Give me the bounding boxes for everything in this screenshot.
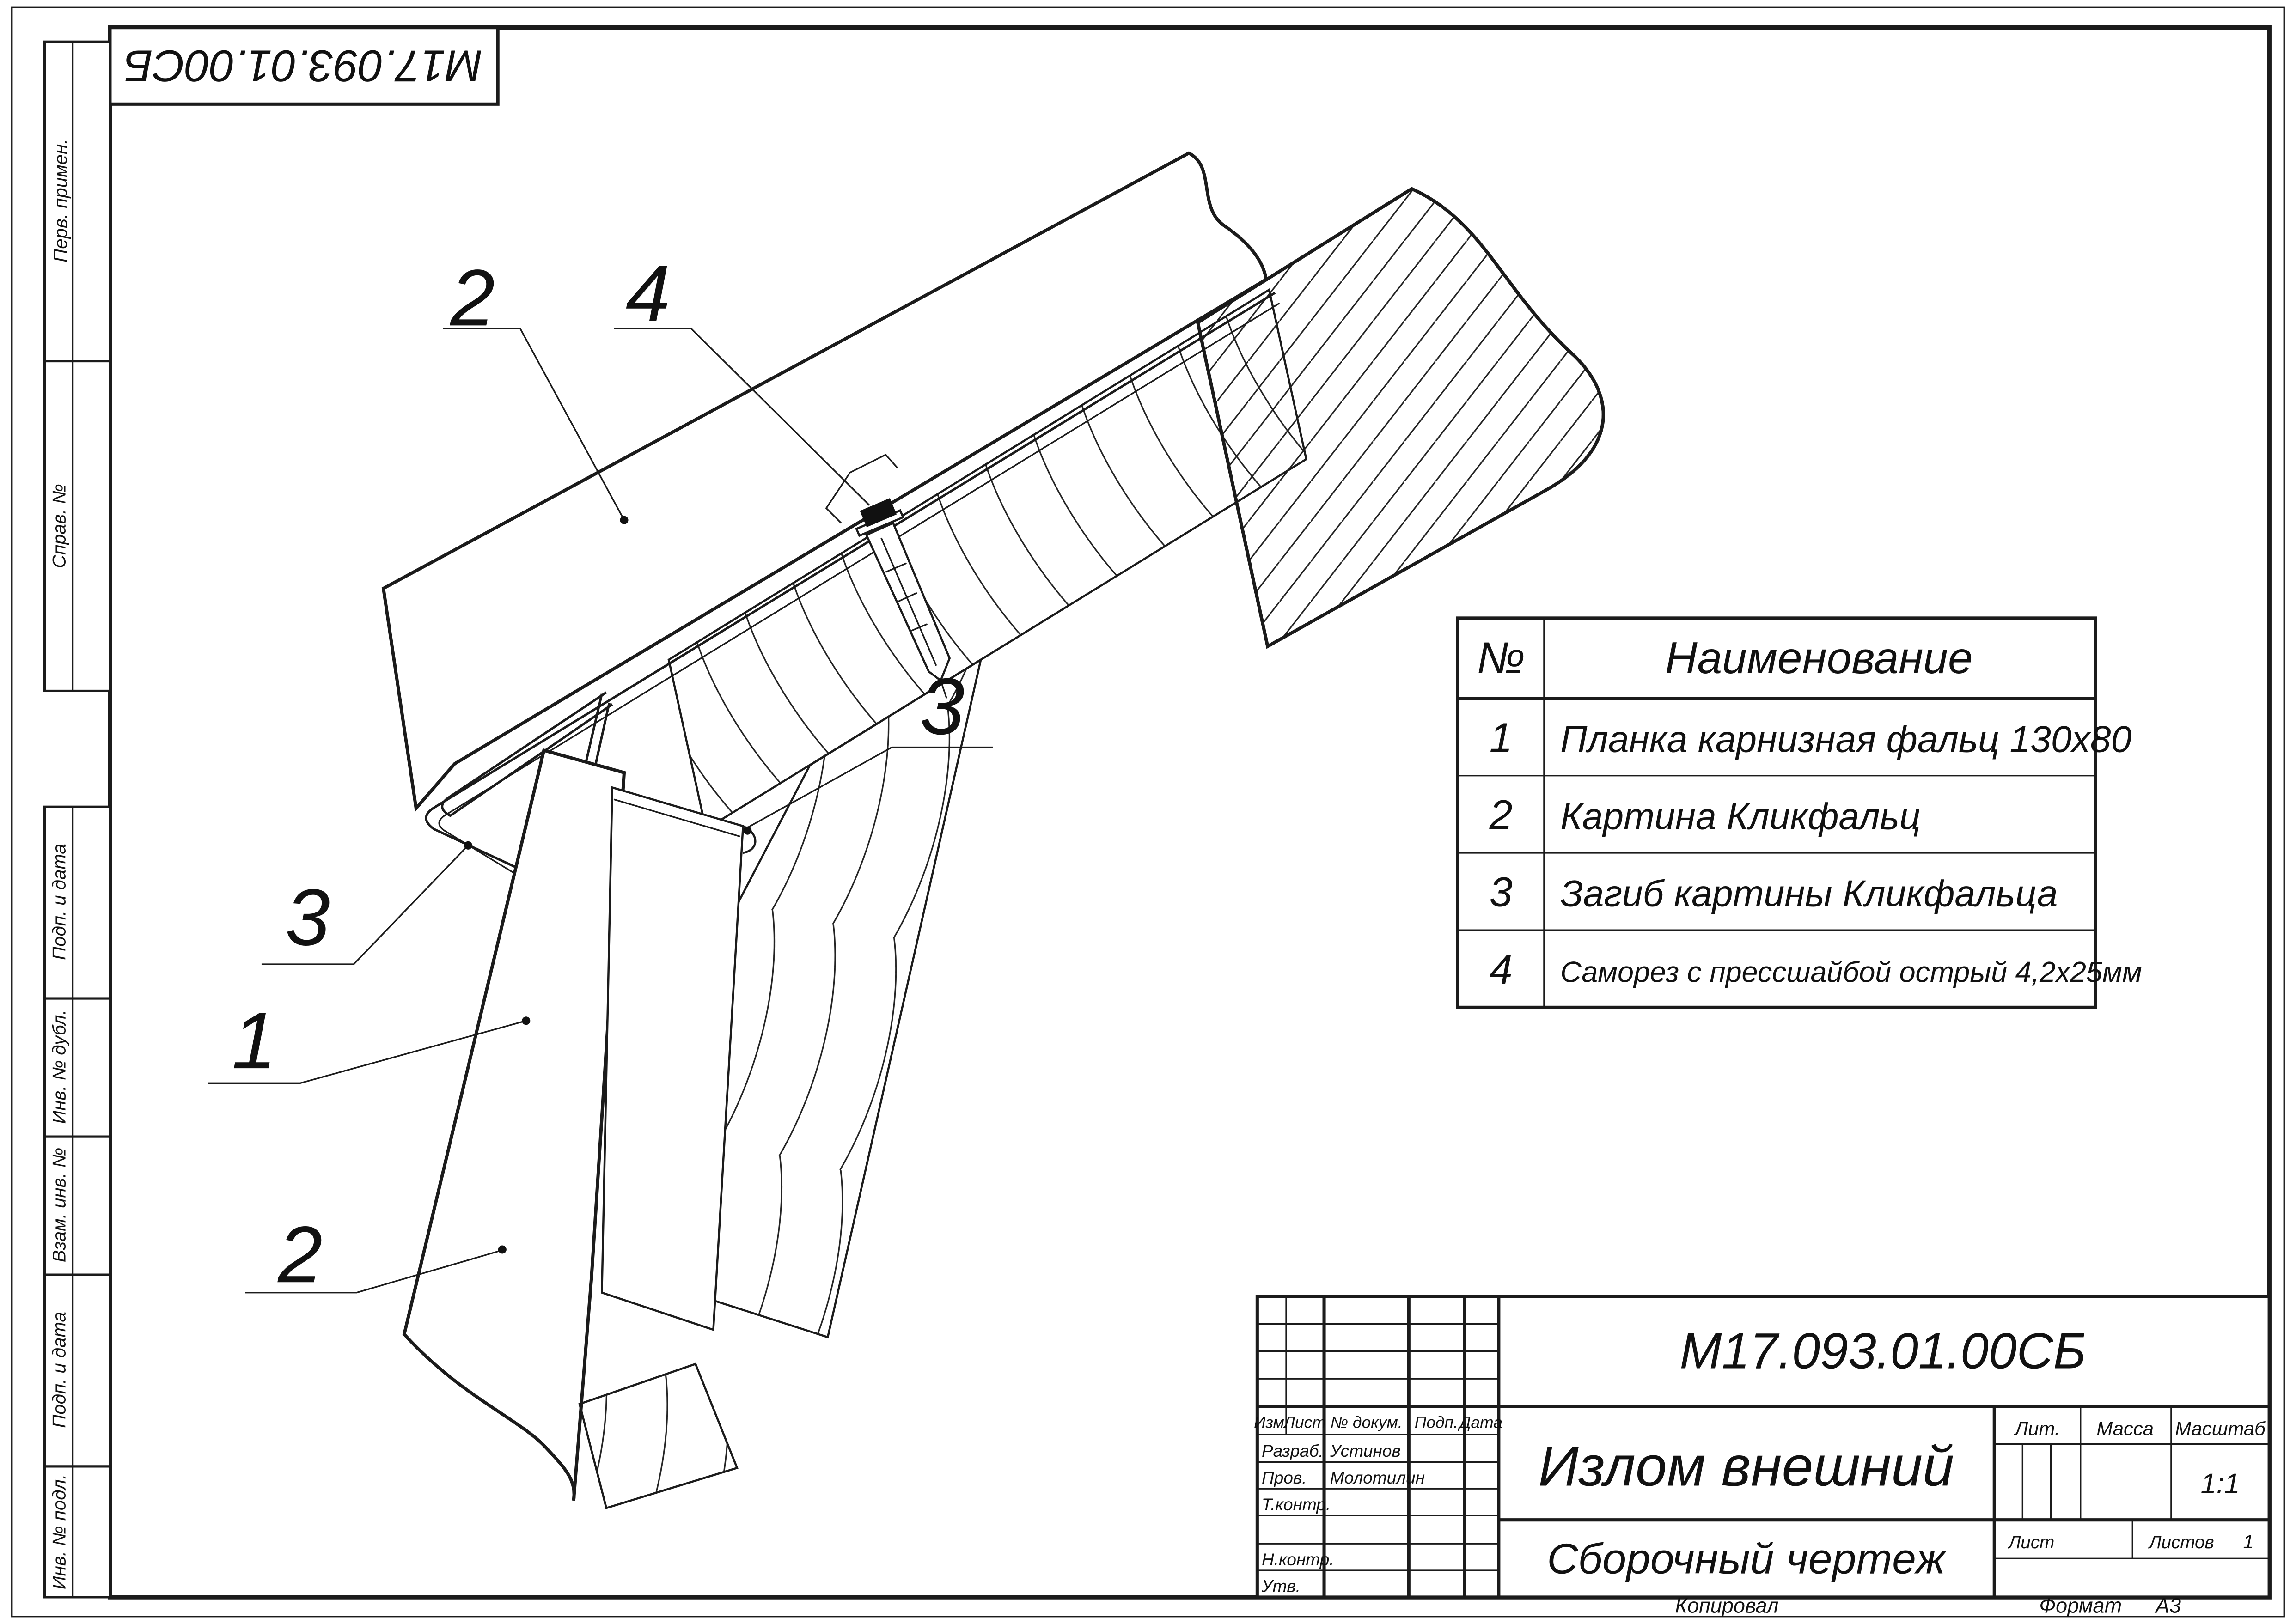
parts-col-name-header: Наименование	[1665, 633, 1973, 683]
titleblock-title: Излом внешний	[1538, 1434, 1954, 1498]
left-margin-graphs	[44, 42, 110, 1597]
title-block	[1254, 1296, 2269, 1597]
titleblock-doctype: Сборочный чертеж	[1547, 1534, 1946, 1583]
row-utv-label: Утв.	[1261, 1576, 1301, 1596]
scale-label: Масштаб	[2175, 1417, 2265, 1440]
row-razrab-value: Устинов	[1330, 1442, 1401, 1461]
row-prov-label: Пров.	[1261, 1468, 1307, 1487]
titleblock-designation: М17.093.01.00СБ	[1679, 1323, 2086, 1380]
hdr-doc: № докум.	[1330, 1413, 1403, 1432]
part-2-no: 2	[1489, 791, 1513, 839]
parts-row-3	[1490, 869, 2058, 916]
hdr-list: Лист	[1283, 1413, 1326, 1432]
copied-label: Копировал	[1675, 1594, 1779, 1618]
side-label-perv-primen: Перв. примен.	[50, 139, 71, 262]
callout-3-left-number: 3	[285, 872, 330, 962]
row-tkontr-label: Т.контр.	[1261, 1495, 1331, 1514]
part-3-name: Загиб картины Кликфальца	[1560, 873, 2058, 915]
part-4-name: Саморез с прессшайбой острый 4,2х25мм	[1560, 956, 2142, 989]
side-label-sprav-no: Справ. №	[49, 484, 70, 568]
side-label-inv-dubl: Инв. № дубл.	[49, 1010, 70, 1124]
row-prov-value: Молотилин	[1330, 1468, 1425, 1487]
callout-1-number: 1	[232, 996, 277, 1086]
side-label-inv-podl: Инв. № подл.	[49, 1474, 70, 1590]
format-label: Формат	[2039, 1594, 2122, 1618]
part-1-name: Планка карнизная фальц 130х80	[1560, 718, 2132, 760]
side-label-podp-data-2: Подп. и дата	[49, 1312, 70, 1428]
format-value: А3	[2155, 1594, 2181, 1618]
hdr-podp: Подп.	[1414, 1413, 1458, 1432]
side-label-podp-data-1: Подп. и дата	[49, 844, 70, 960]
hdr-izm: Изм.	[1254, 1413, 1289, 1432]
scale-value: 1:1	[2200, 1467, 2240, 1499]
lower-roof-sheet	[404, 750, 624, 1501]
part-4-no: 4	[1489, 946, 1513, 993]
top-designation-text: М17.093.01.00СБ	[123, 41, 482, 91]
hdr-data: Дата	[1459, 1413, 1502, 1432]
callout-2-bottom-number: 2	[278, 1210, 323, 1300]
listov-label: Листов	[2149, 1532, 2214, 1552]
callout-2-top-number: 2	[450, 253, 495, 343]
part-3-no: 3	[1489, 869, 1513, 916]
list-label: Лист	[2008, 1532, 2055, 1552]
top-designation-stamp	[110, 28, 498, 104]
parts-table	[1458, 618, 2142, 1007]
row-razrab-label: Разраб.	[1261, 1442, 1324, 1461]
listov-value: 1	[2243, 1530, 2254, 1552]
side-label-vzam-inv: Взам. инв. №	[49, 1147, 70, 1263]
parts-row-1	[1490, 714, 2132, 761]
callout-4-number: 4	[625, 248, 671, 338]
part-1-no: 1	[1489, 714, 1513, 761]
batten-piece-below-break	[580, 1364, 737, 1508]
part-2-name: Картина Кликфальц	[1560, 796, 1921, 838]
parts-col-no-header: №	[1477, 633, 1525, 683]
row-nkontr-label: Н.контр.	[1261, 1550, 1334, 1569]
mass-label: Масса	[2096, 1417, 2154, 1440]
lit-label: Лит.	[2015, 1417, 2060, 1440]
callout-3-right-number: 3	[920, 661, 965, 751]
callout-3-left	[262, 841, 472, 964]
